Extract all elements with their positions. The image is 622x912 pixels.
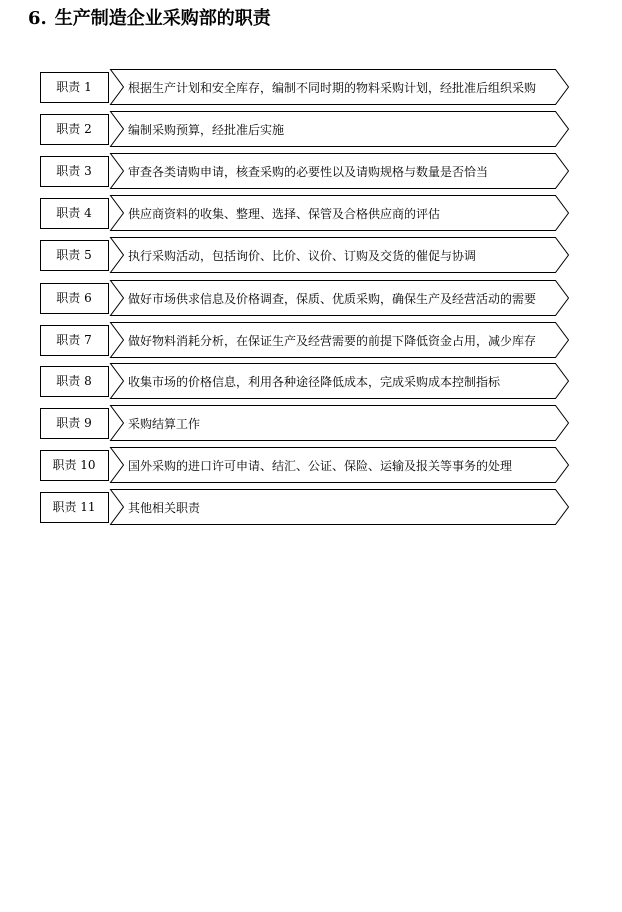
duty-text: 收集市场的价格信息，利用各种途径降低成本，完成采购成本控制指标 bbox=[128, 375, 501, 389]
duty-label: 职责 2 bbox=[56, 122, 92, 136]
duty-text: 审查各类请购申请，核查采购的必要性以及请购规格与数量是否恰当 bbox=[128, 165, 489, 179]
duty-text: 国外采购的进口许可申请、结汇、公证、保险、运输及报关等事务的处理 bbox=[128, 459, 513, 473]
duty-label: 职责 4 bbox=[56, 206, 92, 220]
duty-text: 做好市场供求信息及价格调查，保质、优质采购，确保生产及经营活动的需要 bbox=[128, 292, 537, 306]
duty-row bbox=[0, 110, 622, 148]
duty-text: 执行采购活动，包括询价、比价、议价、订购及交货的催促与协调 bbox=[128, 249, 477, 263]
duty-text: 编制采购预算，经批准后实施 bbox=[128, 123, 285, 137]
duty-row bbox=[0, 68, 622, 106]
duty-row bbox=[0, 279, 622, 317]
duty-row bbox=[0, 488, 622, 526]
duty-label: 职责 11 bbox=[52, 500, 96, 514]
duty-row bbox=[0, 362, 622, 400]
duty-text: 供应商资料的收集、整理、选择、保管及合格供应商的评估 bbox=[128, 207, 441, 221]
duty-text: 根据生产计划和安全库存，编制不同时期的物料采购计划，经批准后组织采购 bbox=[128, 81, 537, 95]
duty-text: 采购结算工作 bbox=[128, 417, 201, 431]
duty-label: 职责 3 bbox=[56, 164, 92, 178]
page-title bbox=[28, 6, 271, 32]
duty-text: 其他相关职责 bbox=[128, 501, 201, 515]
duty-row bbox=[0, 236, 622, 274]
section-number: 6. bbox=[28, 8, 47, 29]
duty-row bbox=[0, 152, 622, 190]
duty-row bbox=[0, 194, 622, 232]
duty-label: 职责 10 bbox=[52, 458, 96, 472]
duty-label: 职责 1 bbox=[56, 80, 92, 94]
duty-label: 职责 8 bbox=[56, 374, 92, 388]
duty-label: 职责 9 bbox=[56, 416, 92, 430]
duty-label: 职责 6 bbox=[56, 291, 92, 305]
section-title: 生产制造企业采购部的职责 bbox=[54, 8, 271, 29]
duty-row bbox=[0, 321, 622, 359]
duty-row bbox=[0, 404, 622, 442]
duty-label: 职责 7 bbox=[56, 333, 92, 347]
duty-row bbox=[0, 446, 622, 484]
duty-text: 做好物料消耗分析，在保证生产及经营需要的前提下降低资金占用，减少库存 bbox=[128, 334, 537, 348]
duty-label: 职责 5 bbox=[56, 248, 92, 262]
